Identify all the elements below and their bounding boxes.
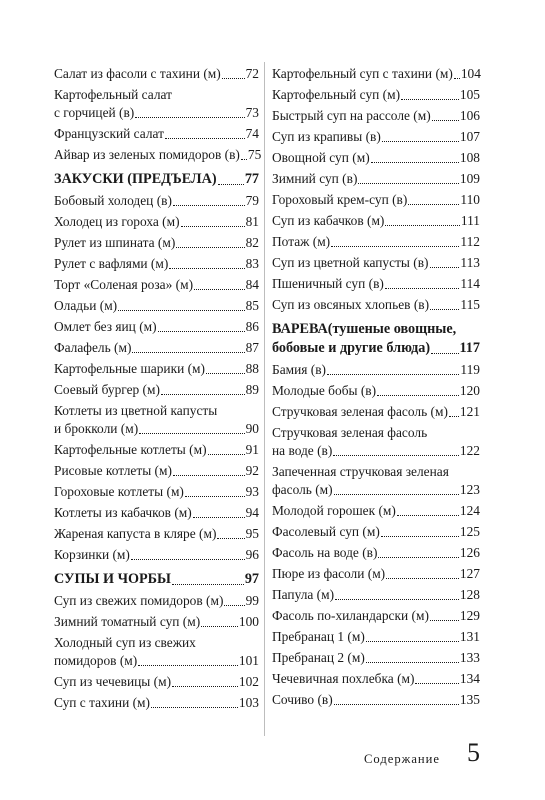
toc-entry-title: фасоль (м) bbox=[272, 482, 333, 497]
page-footer bbox=[0, 738, 480, 774]
dot-leader bbox=[206, 372, 245, 374]
toc-entry-title: Торт «Соленая роза» (м) bbox=[54, 277, 194, 292]
dot-leader bbox=[334, 493, 459, 495]
toc-entry-title: Молодые бобы (в) bbox=[272, 383, 377, 398]
toc-page-number: 79 bbox=[245, 193, 259, 208]
toc-entry bbox=[272, 233, 480, 251]
toc-page-number: 134 bbox=[459, 671, 480, 686]
toc-entry-title: Гороховые котлеты (м) bbox=[54, 484, 184, 499]
toc-entry bbox=[54, 146, 262, 164]
dot-leader bbox=[222, 77, 245, 79]
toc-entry bbox=[272, 65, 480, 83]
toc-page-number: 89 bbox=[245, 382, 259, 397]
toc-entry bbox=[54, 634, 259, 670]
toc-entry-title: Корзинки (м) bbox=[54, 547, 130, 562]
toc-entry-title: Быстрый суп на рассоле (м) bbox=[272, 108, 431, 123]
dot-leader bbox=[408, 203, 459, 205]
toc-entry-title: Бобовый холодец (в) bbox=[54, 193, 172, 208]
toc-page-number: 93 bbox=[245, 484, 259, 499]
dot-leader bbox=[135, 116, 244, 118]
toc-entry bbox=[272, 275, 480, 293]
toc-page-number: 112 bbox=[460, 234, 480, 249]
toc-entry bbox=[272, 361, 480, 379]
toc-entry-title: Суп из кабачков (м) bbox=[272, 213, 385, 228]
toc-page-number: 91 bbox=[245, 442, 259, 457]
toc-page-number: 72 bbox=[245, 66, 259, 81]
toc-entry bbox=[272, 424, 480, 460]
toc-entry bbox=[54, 192, 259, 210]
toc-entry bbox=[54, 694, 259, 712]
toc-page-number: 107 bbox=[459, 129, 480, 144]
dot-leader bbox=[158, 330, 245, 332]
toc-page-number: 74 bbox=[245, 126, 259, 141]
toc-entry-title-line: Запеченная стручковая зеленая bbox=[272, 464, 449, 479]
toc-page-number: 131 bbox=[459, 629, 480, 644]
dot-leader bbox=[377, 394, 459, 396]
dot-leader bbox=[382, 140, 459, 142]
toc-entry-title: Французский салат bbox=[54, 126, 164, 141]
toc-entry-title: на воде (в) bbox=[272, 443, 333, 458]
toc-entry bbox=[272, 607, 480, 625]
toc-entry bbox=[272, 670, 480, 688]
toc-entry bbox=[54, 673, 259, 691]
dot-leader bbox=[431, 352, 458, 354]
dot-leader bbox=[194, 288, 245, 290]
toc-entry bbox=[272, 254, 480, 272]
toc-entry-title: Соевый бургер (м) bbox=[54, 382, 160, 397]
toc-entry bbox=[272, 212, 480, 230]
toc-section-heading bbox=[272, 320, 480, 358]
toc-entry bbox=[54, 276, 259, 294]
toc-entry-title-line: ВАРЕВА(тушеные овощные, bbox=[272, 321, 457, 337]
toc-page-number: 95 bbox=[245, 526, 259, 541]
toc-page-number: 127 bbox=[459, 566, 480, 581]
dot-leader bbox=[385, 224, 460, 226]
toc-entry-title: Суп с тахини (м) bbox=[54, 695, 150, 710]
column-divider bbox=[264, 62, 265, 736]
toc-entry bbox=[54, 213, 259, 231]
toc-entry-title: Суп из крапивы (в) bbox=[272, 129, 381, 144]
toc-page-number: 109 bbox=[459, 171, 480, 186]
toc-page-number: 81 bbox=[245, 214, 259, 229]
toc-page-number: 119 bbox=[460, 362, 480, 377]
toc-entry bbox=[272, 128, 480, 146]
toc-entry bbox=[272, 544, 480, 562]
toc-entry bbox=[54, 402, 259, 438]
dot-leader bbox=[401, 98, 459, 100]
toc-entry bbox=[54, 381, 259, 399]
toc-entry-title: Картофельный суп (м) bbox=[272, 87, 401, 102]
toc-entry bbox=[54, 318, 259, 336]
dot-leader bbox=[371, 161, 459, 163]
toc-entry bbox=[54, 462, 259, 480]
toc-page-number: 135 bbox=[459, 692, 480, 707]
toc-entry bbox=[54, 441, 259, 459]
toc-entry-title: помидоров (м) bbox=[54, 653, 138, 668]
dot-leader bbox=[138, 664, 238, 666]
dot-leader bbox=[415, 682, 458, 684]
toc-entry bbox=[54, 360, 259, 378]
toc-entry bbox=[272, 382, 480, 400]
dot-leader bbox=[132, 351, 244, 353]
dot-leader bbox=[224, 604, 244, 606]
toc-entry-title: Холодец из гороха (м) bbox=[54, 214, 180, 229]
dot-leader bbox=[454, 77, 460, 79]
toc-entry bbox=[272, 628, 480, 646]
dot-leader bbox=[118, 309, 244, 311]
toc-entry-title: Бамия (в) bbox=[272, 362, 327, 377]
toc-page-number: 117 bbox=[459, 340, 480, 356]
toc-section-heading bbox=[54, 170, 259, 189]
toc-page-number: 77 bbox=[244, 171, 259, 187]
dot-leader bbox=[161, 393, 245, 395]
toc-page-number: 108 bbox=[459, 150, 480, 165]
dot-leader bbox=[449, 415, 459, 417]
toc-page-number: 110 bbox=[460, 192, 480, 207]
toc-entry bbox=[272, 296, 480, 314]
dot-leader bbox=[331, 245, 459, 247]
toc-page-number: 120 bbox=[459, 383, 480, 398]
dot-leader bbox=[385, 287, 460, 289]
toc-entry bbox=[272, 586, 480, 604]
toc-entry-title-line: Картофельный салат bbox=[54, 87, 172, 102]
toc-page-number: 99 bbox=[245, 593, 259, 608]
toc-entry-title: Пребранац 2 (м) bbox=[272, 650, 365, 665]
toc-entry-title: с горчицей (в) bbox=[54, 105, 135, 120]
toc-entry bbox=[272, 107, 480, 125]
toc-page-number: 88 bbox=[245, 361, 259, 376]
dot-leader bbox=[185, 495, 245, 497]
toc-page-number: 114 bbox=[460, 276, 480, 291]
toc-entry-title: СУПЫ И ЧОРБЫ bbox=[54, 571, 171, 587]
toc-page-number: 105 bbox=[459, 87, 480, 102]
toc-entry-title: Фасоль по-хиландарски (м) bbox=[272, 608, 429, 623]
toc-page-number: 97 bbox=[244, 571, 259, 587]
dot-leader bbox=[430, 266, 460, 268]
toc-page-number: 104 bbox=[460, 66, 481, 81]
toc-page-number: 84 bbox=[245, 277, 259, 292]
toc-page-number: 121 bbox=[459, 404, 480, 419]
toc-entry-title-line: Стручковая зеленая фасоль bbox=[272, 425, 428, 440]
toc-entry bbox=[272, 565, 480, 583]
toc-entry-title: Пюре из фасоли (м) bbox=[272, 566, 386, 581]
toc-entry-title-line: Котлеты из цветной капусты bbox=[54, 403, 218, 418]
toc-entry-title: Айвар из зеленых помидоров (в) bbox=[54, 147, 240, 162]
toc-page-number: 111 bbox=[460, 213, 480, 228]
dot-leader bbox=[218, 183, 244, 185]
toc-page-number: 124 bbox=[459, 503, 480, 518]
dot-leader bbox=[366, 640, 459, 642]
dot-leader bbox=[208, 453, 245, 455]
toc-entry bbox=[54, 255, 259, 273]
dot-leader bbox=[172, 685, 238, 687]
toc-entry bbox=[54, 339, 259, 357]
toc-page-number: 92 bbox=[245, 463, 259, 478]
dot-leader bbox=[432, 119, 459, 121]
toc-entry-title: Рисовые котлеты (м) bbox=[54, 463, 172, 478]
dot-leader bbox=[201, 625, 238, 627]
toc-left-column bbox=[54, 62, 262, 712]
toc-entry bbox=[54, 592, 259, 610]
toc-page-number: 103 bbox=[238, 695, 259, 710]
toc-entry-title: Чечевичная похлебка (м) bbox=[272, 671, 415, 686]
toc-entry-title: Суп из овсяных хлопьев (в) bbox=[272, 297, 430, 312]
toc-page-number: 133 bbox=[459, 650, 480, 665]
toc-section-heading bbox=[54, 570, 259, 589]
toc-entry-title: бобовые и другие блюда) bbox=[272, 340, 431, 356]
toc-entry-title: Гороховый крем-суп (в) bbox=[272, 192, 408, 207]
toc-entry bbox=[272, 86, 480, 104]
footer-label: Содержание bbox=[364, 752, 440, 766]
toc-entry-title: Фасолевый суп (м) bbox=[272, 524, 380, 539]
toc-entry-title: Суп из свежих помидоров (м) bbox=[54, 593, 224, 608]
dot-leader bbox=[366, 661, 459, 663]
toc-page-number: 75 bbox=[247, 147, 262, 162]
dot-leader bbox=[169, 267, 244, 269]
toc-page-number: 100 bbox=[238, 614, 259, 629]
dot-leader bbox=[378, 556, 458, 558]
toc-page-number: 128 bbox=[459, 587, 480, 602]
toc-entry-title: Омлет без яиц (м) bbox=[54, 319, 157, 334]
toc-entry bbox=[272, 463, 480, 499]
toc-entry bbox=[54, 234, 259, 252]
toc-entry bbox=[54, 504, 259, 522]
dot-leader bbox=[181, 225, 245, 227]
toc-page-number: 126 bbox=[459, 545, 480, 560]
toc-entry-title: Фалафель (м) bbox=[54, 340, 132, 355]
toc-entry-title: Пшеничный суп (в) bbox=[272, 276, 384, 291]
toc-entry bbox=[54, 125, 259, 143]
toc-page-number: 125 bbox=[459, 524, 480, 539]
toc-entry-title: Суп из цветной капусты (в) bbox=[272, 255, 429, 270]
toc-entry-title: Зимний томатный суп (м) bbox=[54, 614, 201, 629]
toc-page-number: 82 bbox=[245, 235, 259, 250]
toc-page-number: 106 bbox=[459, 108, 480, 123]
toc-entry bbox=[272, 691, 480, 709]
toc-entry bbox=[272, 403, 480, 421]
toc-entry-title: Картофельный суп с тахини (м) bbox=[272, 66, 453, 81]
toc-entry-title: и брокколи (м) bbox=[54, 421, 139, 436]
toc-entry-title-line: Холодный суп из свежих bbox=[54, 635, 196, 650]
toc-page-number: 73 bbox=[245, 105, 259, 120]
toc-entry-title: Зимний суп (в) bbox=[272, 171, 358, 186]
dot-leader bbox=[334, 703, 459, 705]
dot-leader bbox=[139, 432, 244, 434]
toc-entry bbox=[54, 525, 259, 543]
toc-page-number: 113 bbox=[460, 255, 480, 270]
dot-leader bbox=[335, 598, 459, 600]
toc-entry bbox=[54, 483, 259, 501]
toc-entry bbox=[272, 502, 480, 520]
toc-entry bbox=[54, 613, 259, 631]
toc-entry bbox=[272, 191, 480, 209]
toc-entry-title: Рулет с вафлями (м) bbox=[54, 256, 169, 271]
dot-leader bbox=[381, 535, 459, 537]
dot-leader bbox=[327, 373, 459, 375]
toc-entry-title: Картофельные котлеты (м) bbox=[54, 442, 207, 457]
toc-entry bbox=[54, 86, 259, 122]
toc-page-number: 102 bbox=[238, 674, 259, 689]
toc-entry-title: Салат из фасоли с тахини (м) bbox=[54, 66, 221, 81]
toc-entry-title: Суп из чечевицы (м) bbox=[54, 674, 172, 689]
toc-entry bbox=[272, 170, 480, 188]
toc-page-number: 83 bbox=[245, 256, 259, 271]
toc-page-number: 129 bbox=[459, 608, 480, 623]
toc-entry-title: Фасоль на воде (в) bbox=[272, 545, 378, 560]
dot-leader bbox=[217, 537, 244, 539]
dot-leader bbox=[386, 577, 459, 579]
toc-entry-title: Картофельные шарики (м) bbox=[54, 361, 205, 376]
toc-entry-title: Котлеты из кабачков (м) bbox=[54, 505, 192, 520]
toc-entry bbox=[272, 523, 480, 541]
toc-entry-title: Рулет из шпината (м) bbox=[54, 235, 176, 250]
toc-entry-title: Оладьи (м) bbox=[54, 298, 118, 313]
toc-entry-title: Стручковая зеленая фасоль (м) bbox=[272, 404, 448, 419]
dot-leader bbox=[358, 182, 458, 184]
toc-page-number: 123 bbox=[459, 482, 480, 497]
dot-leader bbox=[165, 137, 245, 139]
toc-entry-title: Пребранац 1 (м) bbox=[272, 629, 365, 644]
toc-entry-title: Потаж (м) bbox=[272, 234, 331, 249]
toc-entry bbox=[272, 649, 480, 667]
toc-entry-title: Молодой горошек (м) bbox=[272, 503, 396, 518]
toc-page-number: 85 bbox=[245, 298, 259, 313]
toc-entry-title: Сочиво (в) bbox=[272, 692, 333, 707]
dot-leader bbox=[151, 706, 238, 708]
page-number: 5 bbox=[467, 738, 480, 767]
toc-entry-title: Жареная капуста в кляре (м) bbox=[54, 526, 217, 541]
toc-entry-title: Папула (м) bbox=[272, 587, 335, 602]
dot-leader bbox=[193, 516, 245, 518]
toc-page-number: 87 bbox=[245, 340, 259, 355]
toc-entry bbox=[54, 546, 259, 564]
dot-leader bbox=[176, 246, 244, 248]
dot-leader bbox=[430, 619, 459, 621]
toc-page-number: 96 bbox=[245, 547, 259, 562]
dot-leader bbox=[397, 514, 459, 516]
toc-page-number: 101 bbox=[238, 653, 259, 668]
toc-page-number: 122 bbox=[459, 443, 480, 458]
toc-entry bbox=[54, 297, 259, 315]
dot-leader bbox=[173, 204, 245, 206]
dot-leader bbox=[172, 583, 244, 585]
toc-page-number: 115 bbox=[460, 297, 480, 312]
dot-leader bbox=[333, 454, 459, 456]
toc-page-number: 90 bbox=[245, 421, 259, 436]
dot-leader bbox=[131, 558, 245, 560]
toc-right-column bbox=[272, 62, 480, 709]
dot-leader bbox=[430, 308, 459, 310]
toc-page-number: 94 bbox=[245, 505, 259, 520]
dot-leader bbox=[241, 158, 247, 160]
toc-page-number: 86 bbox=[245, 319, 259, 334]
toc-entry bbox=[272, 149, 480, 167]
toc-entry bbox=[54, 65, 259, 83]
dot-leader bbox=[173, 474, 245, 476]
toc-entry-title: Овощной суп (м) bbox=[272, 150, 370, 165]
toc-entry-title: ЗАКУСКИ (ПРЕДЪЕЛА) bbox=[54, 171, 217, 187]
